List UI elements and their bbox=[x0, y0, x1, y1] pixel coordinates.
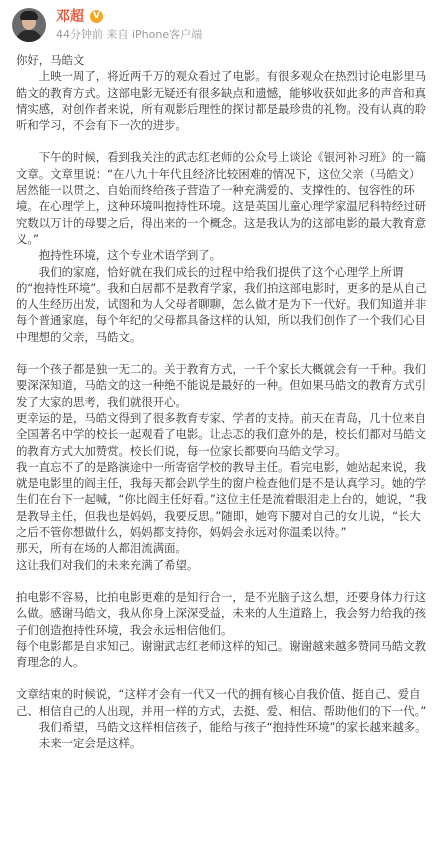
paragraph-8: 那天，所有在场的人都泪流满面。 bbox=[16, 541, 187, 556]
paragraph-2: 下午的时候，看到我关注的武志红老师的公众号上谈论《银河补习班》的一篇文章。文章里说：“在八九十年代且经济比较困难的情况下，这位父亲（马皓文）居然能一以贯之、自始而终给孩子营造了一种充满爱的、支撑性的、包容性的环境。在心理学上，这种环境叫抱持性环境。这是英国儿童心理学家温尼科特经过研究数以万计的母婴之后，得出来的一个概念。这是我认为的这部电影的最大教育意义。” bbox=[16, 150, 427, 246]
avatar-body bbox=[16, 30, 42, 42]
paragraph-13: 我们希望，马皓文这样相信孩子，能给与孩子“抱持性环境”的家长越来越多。 bbox=[38, 719, 427, 734]
paragraph-12: 文章结束的时候说，“这样才会有一代又一代的拥有核心自我价值、挺自己、爱自己、相信自己的人出现，并用一样的方式，去挺、爱、相信、帮助他们的下一代。” bbox=[16, 687, 427, 718]
paragraph-4: 我们的家庭，恰好就在我们成长的过程中给我们提供了这个心理学上所谓的“抱持性环境”。我和白居都不是教育学家，我们拍这部电影时，更多的是从自己的人生经历出发，试图和为人父母者聊聊，怎么做才是为下一代好。我们知道并非每个普通家庭，每个年纪的父母都具备这样的认知，所以我们创作了一个我们心目中理想的父亲，马皓文。 bbox=[16, 264, 427, 344]
paragraph-5: 每一个孩子都是独一无二的。关于教育方式，一千个家长大概就会有一千种。我们要深深知道，马皓文的这一种绝不能说是最好的一种。但如果马皓文的教育方式引发了大家的思考，我们就很开心。 bbox=[16, 362, 427, 409]
paragraph-11: 每个电影都是自求知己。谢谢武志红老师这样的知己。谢谢越来越多赞同马皓文教育理念的人。 bbox=[16, 638, 427, 670]
verified-badge-icon: V bbox=[90, 10, 103, 23]
author-name[interactable]: 邓超 bbox=[56, 9, 84, 25]
avatar[interactable] bbox=[12, 8, 46, 42]
paragraph-3: 抱持性环境，这个专业术语学到了。 bbox=[38, 248, 222, 263]
paragraph-10: 拍电影不容易，比拍电影更难的是知行合一，是不光脑子这么想，还要身体力行这么做。感谢马皓文，我从你身上深深受益，未来的人生道路上，我会努力给我的孩子们创造抱持性环境，我会永远相信他们。 bbox=[16, 589, 427, 637]
post-meta: 44分钟前 来自 iPhone客户端 bbox=[56, 28, 203, 41]
post-content bbox=[16, 52, 431, 752]
paragraph-6: 更幸运的是，马皓文得到了很多教育专家、学者的支持。前天在青岛，几十位来自全国著名中学的校长一起观看了电影。让忐忑的我们意外的是，校长们都对马皓文的教育方式大加赞赏。校长们说，每一位家长都要向马皓文学习。 bbox=[16, 410, 427, 458]
paragraph-1: 上映一周了，将近两千万的观众看过了电影。有很多观众在热烈讨论电影里马皓文的教育方式。这部电影无疑还有很多缺点和遗憾，能够收获如此多的声音和真情实感，对创作者来说，所有观影后理性的探讨都是最珍贵的礼物。没有认真的聆听和学习，不会有下一次的进步。 bbox=[16, 69, 427, 133]
paragraph-14: 未来一定会是这样。 bbox=[38, 736, 142, 751]
avatar-hair bbox=[20, 11, 38, 20]
paragraph-7: 我一直忘不了的是路演途中一所寄宿学校的教导主任。看完电影，她站起来说，我就是电影里的阎主任，我每天都会趴学生的窗户检查他们是不是认真学习。她的学生们在台下一起喊，“你比阎主任好看。”这位主任是流着眼泪走上台的，她说，“我是教导主任，但我也是妈妈，我要反思。”随即，她弯下腰对自己的女儿说，“长大之后不管你想做什么，妈妈都支持你，妈妈会永远对你温柔以待。” bbox=[16, 459, 427, 540]
greeting: 你好，马皓文 bbox=[16, 53, 85, 67]
post-header bbox=[0, 0, 443, 52]
paragraph-9: 这让我们对我们的未来充满了希望。 bbox=[16, 557, 199, 572]
